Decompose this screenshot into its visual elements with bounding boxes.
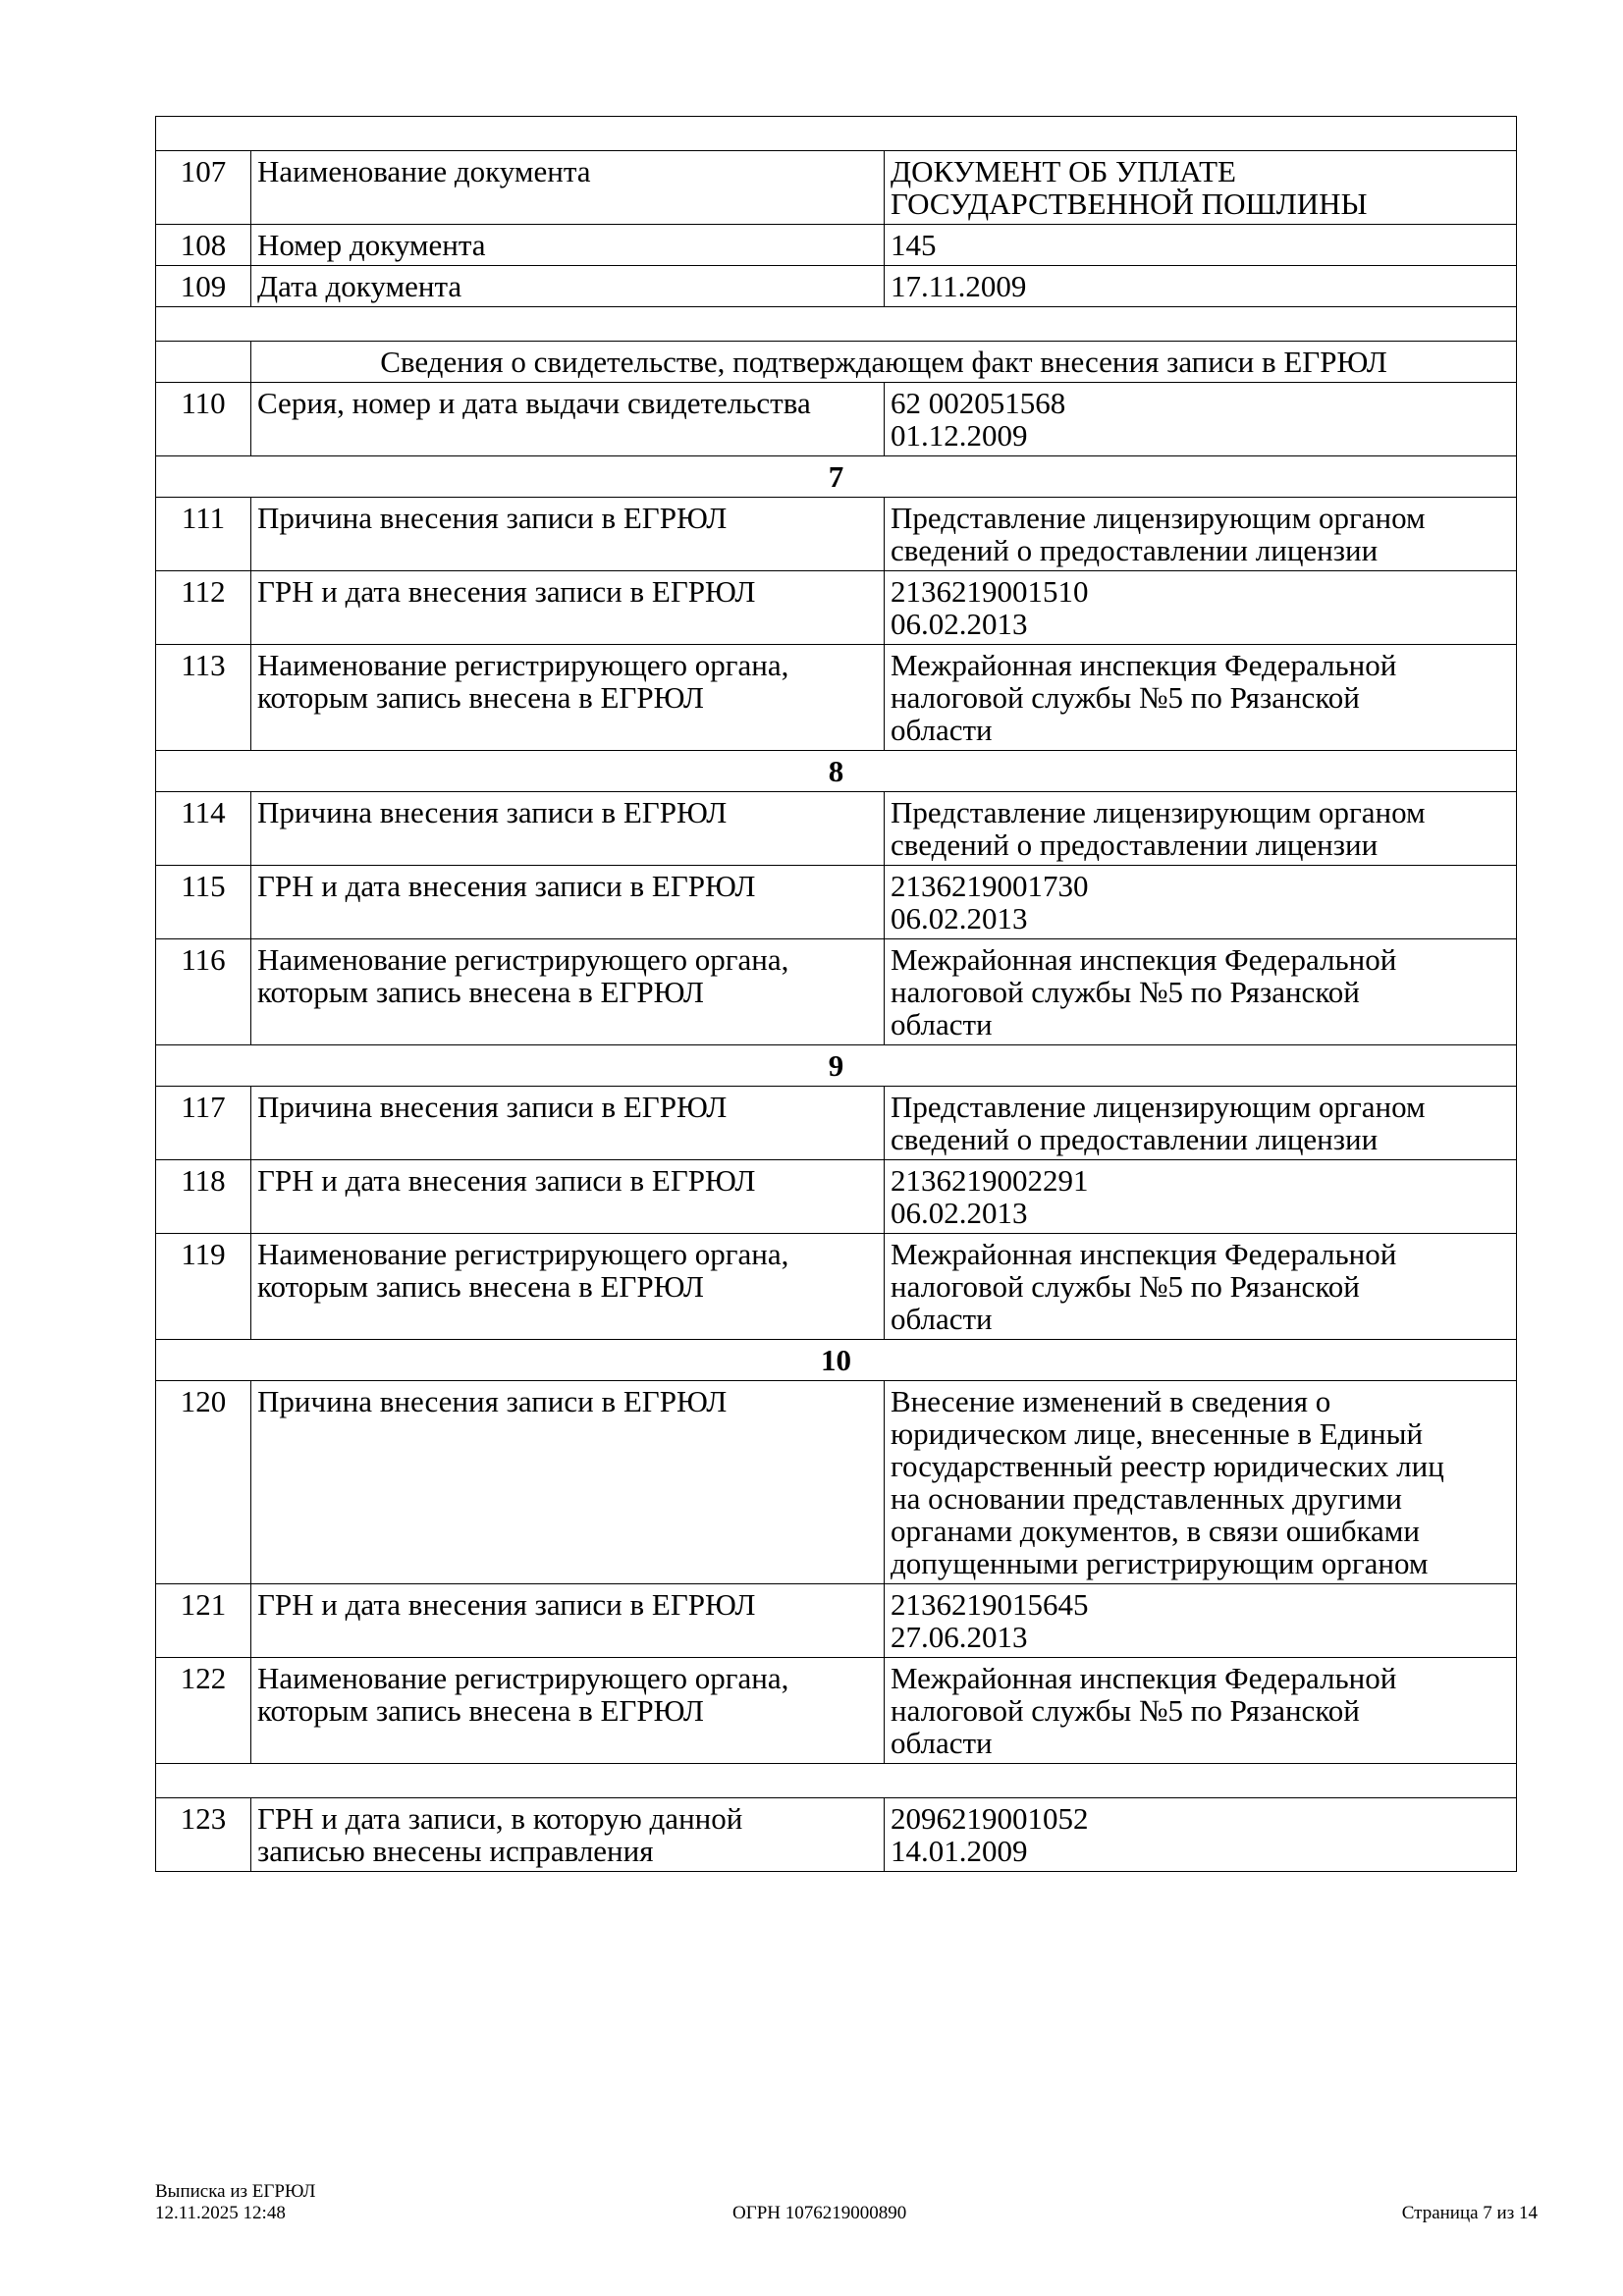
name-line: Причина внесения записи в ЕГРЮЛ [257, 501, 728, 535]
name-line: ГРН и дата внесения записи в ЕГРЮЛ [257, 869, 756, 903]
row-number: 117 [156, 1087, 251, 1160]
footer-doc-title: Выписка из ЕГРЮЛ [155, 2181, 316, 2202]
field-value [885, 266, 1517, 307]
value-line: 06.02.2013 [891, 1196, 1028, 1230]
row-number: 108 [156, 225, 251, 266]
field-value [885, 866, 1517, 939]
section-header [156, 1045, 1517, 1087]
value-line: Межрайонная инспекция Федеральной [891, 1237, 1397, 1271]
table-row [156, 1584, 1517, 1658]
value-line: 01.12.2009 [891, 418, 1028, 453]
name-line: Причина внесения записи в ЕГРЮЛ [257, 795, 728, 829]
name-line: которым запись внесена в ЕГРЮЛ [257, 1693, 704, 1728]
value-line: области [891, 1726, 993, 1760]
field-name [251, 866, 885, 939]
field-value [885, 383, 1517, 456]
value-line: области [891, 713, 993, 747]
field-name [251, 1160, 885, 1234]
value-line: 17.11.2009 [891, 269, 1027, 303]
table-row [156, 1658, 1517, 1764]
name-line: Причина внесения записи в ЕГРЮЛ [257, 1384, 728, 1418]
table-row [156, 1381, 1517, 1584]
name-line: ГРН и дата внесения записи в ЕГРЮЛ [257, 574, 756, 609]
row-number: 121 [156, 1584, 251, 1658]
value-line: органами документов, в связи ошибками [891, 1514, 1421, 1548]
value-line: 145 [891, 228, 937, 262]
section-number: 8 [156, 751, 1517, 792]
value-line: на основании представленных другими [891, 1481, 1402, 1516]
section-header [156, 456, 1517, 498]
value-line: Межрайонная инспекция Федеральной [891, 942, 1397, 977]
field-name [251, 645, 885, 751]
empty-cell [156, 342, 251, 383]
table-row [156, 151, 1517, 225]
field-name [251, 1381, 885, 1584]
value-line: 2096219001052 [891, 1801, 1089, 1836]
name-line: Наименование регистрирующего органа, [257, 1661, 789, 1695]
name-line: ГРН и дата внесения записи в ЕГРЮЛ [257, 1587, 756, 1622]
value-line: Внесение изменений в сведения о [891, 1384, 1331, 1418]
table-row [156, 225, 1517, 266]
value-line: юридическом лице, внесенные в Единый [891, 1416, 1424, 1451]
field-value [885, 1798, 1517, 1872]
table-row [156, 498, 1517, 571]
section-header [156, 751, 1517, 792]
value-line: 06.02.2013 [891, 607, 1028, 641]
value-line: ДОКУМЕНТ ОБ УПЛАТЕ [891, 154, 1236, 188]
value-line: 2136219015645 [891, 1587, 1089, 1622]
blank-row [156, 117, 1517, 151]
row-number: 109 [156, 266, 251, 307]
row-number: 114 [156, 792, 251, 866]
section-number: 7 [156, 456, 1517, 498]
value-line: сведений о предоставлении лицензии [891, 533, 1379, 567]
value-line: 62 002051568 [891, 386, 1066, 420]
value-line: Межрайонная инспекция Федеральной [891, 1661, 1397, 1695]
field-name [251, 1798, 885, 1872]
value-line: ГОСУДАРСТВЕННОЙ ПОШЛИНЫ [891, 187, 1368, 221]
table-row [156, 383, 1517, 456]
value-line: 2136219002291 [891, 1163, 1089, 1198]
field-value [885, 1234, 1517, 1340]
name-line: которым запись внесена в ЕГРЮЛ [257, 975, 704, 1009]
value-line: Представление лицензирующим органом [891, 795, 1426, 829]
field-name: Номер документа [251, 225, 885, 266]
row-number: 119 [156, 1234, 251, 1340]
row-number: 112 [156, 571, 251, 645]
value-line: 2136219001730 [891, 869, 1089, 903]
footer-left [155, 2181, 315, 2224]
value-line: Представление лицензирующим органом [891, 1090, 1426, 1124]
value-line: сведений о предоставлении лицензии [891, 1122, 1379, 1156]
table-row [156, 866, 1517, 939]
value-line: налоговой службы №5 по Рязанской [891, 975, 1360, 1009]
row-number: 107 [156, 151, 251, 225]
name-line: которым запись внесена в ЕГРЮЛ [257, 680, 704, 715]
table-row [156, 1234, 1517, 1340]
field-name: Серия, номер и дата выдачи свидетельства [251, 383, 885, 456]
value-line: сведений о предоставлении лицензии [891, 828, 1379, 862]
field-value [885, 939, 1517, 1045]
row-number: 113 [156, 645, 251, 751]
field-name [251, 1087, 885, 1160]
field-name [251, 792, 885, 866]
blank-cell [156, 117, 1517, 151]
name-line: которым запись внесена в ЕГРЮЛ [257, 1269, 704, 1304]
row-number: 111 [156, 498, 251, 571]
field-value [885, 1381, 1517, 1584]
field-name: Дата документа [251, 266, 885, 307]
field-name: Наименование документа [251, 151, 885, 225]
value-line: 2136219001510 [891, 574, 1089, 609]
field-value [885, 225, 1517, 266]
field-value [885, 1160, 1517, 1234]
value-line: области [891, 1007, 993, 1041]
field-name [251, 571, 885, 645]
value-line: налоговой службы №5 по Рязанской [891, 1269, 1360, 1304]
value-line: 14.01.2009 [891, 1834, 1028, 1868]
value-line: Межрайонная инспекция Федеральной [891, 648, 1397, 682]
name-line: Причина внесения записи в ЕГРЮЛ [257, 1090, 728, 1124]
blank-row [156, 307, 1517, 342]
field-name [251, 498, 885, 571]
row-number: 122 [156, 1658, 251, 1764]
row-number: 118 [156, 1160, 251, 1234]
value-line: допущенными регистрирующим органом [891, 1546, 1429, 1580]
row-number: 110 [156, 383, 251, 456]
field-value [885, 1658, 1517, 1764]
field-name [251, 1584, 885, 1658]
value-line: Представление лицензирующим органом [891, 501, 1426, 535]
field-name [251, 939, 885, 1045]
field-value [885, 571, 1517, 645]
name-line: ГРН и дата внесения записи в ЕГРЮЛ [257, 1163, 756, 1198]
field-name [251, 1234, 885, 1340]
field-value [885, 498, 1517, 571]
table-row [156, 1087, 1517, 1160]
section-header [156, 1340, 1517, 1381]
blank-row [156, 1764, 1517, 1798]
section-number: 10 [156, 1340, 1517, 1381]
field-value [885, 1584, 1517, 1658]
table-row [156, 939, 1517, 1045]
value-line: 27.06.2013 [891, 1620, 1028, 1654]
value-line: государственный реестр юридических лиц [891, 1449, 1444, 1483]
egrul-table [155, 116, 1517, 1872]
field-name [251, 1658, 885, 1764]
name-line: Наименование регистрирующего органа, [257, 648, 789, 682]
blank-cell [156, 307, 1517, 342]
subsection-title: Сведения о свидетельстве, подтверждающем факт внесения записи в ЕГРЮЛ [251, 342, 1517, 383]
value-line: 06.02.2013 [891, 901, 1028, 935]
field-value [885, 792, 1517, 866]
value-line: налоговой службы №5 по Рязанской [891, 680, 1360, 715]
name-line: ГРН и дата записи, в которую данной [257, 1801, 743, 1836]
footer-ogrn: ОГРН 1076219000890 [732, 2203, 907, 2223]
row-number: 115 [156, 866, 251, 939]
section-number: 9 [156, 1045, 1517, 1087]
table-row [156, 571, 1517, 645]
name-line: записью внесены исправления [257, 1834, 654, 1868]
footer-page-number: Страница 7 из 14 [1401, 2203, 1538, 2223]
name-line: Наименование регистрирующего органа, [257, 1237, 789, 1271]
name-line: Наименование регистрирующего органа, [257, 942, 789, 977]
row-number: 123 [156, 1798, 251, 1872]
blank-cell [156, 1764, 1517, 1798]
row-number: 120 [156, 1381, 251, 1584]
table-row [156, 792, 1517, 866]
table-row [156, 266, 1517, 307]
table-row [156, 645, 1517, 751]
footer-datetime: 12.11.2025 12:48 [155, 2203, 286, 2223]
field-value [885, 151, 1517, 225]
subsection-header [156, 342, 1517, 383]
value-line: налоговой службы №5 по Рязанской [891, 1693, 1360, 1728]
table-row [156, 1798, 1517, 1872]
value-line: области [891, 1302, 993, 1336]
field-value [885, 1087, 1517, 1160]
field-value [885, 645, 1517, 751]
row-number: 116 [156, 939, 251, 1045]
document-sheet [155, 116, 1516, 1872]
table-row [156, 1160, 1517, 1234]
